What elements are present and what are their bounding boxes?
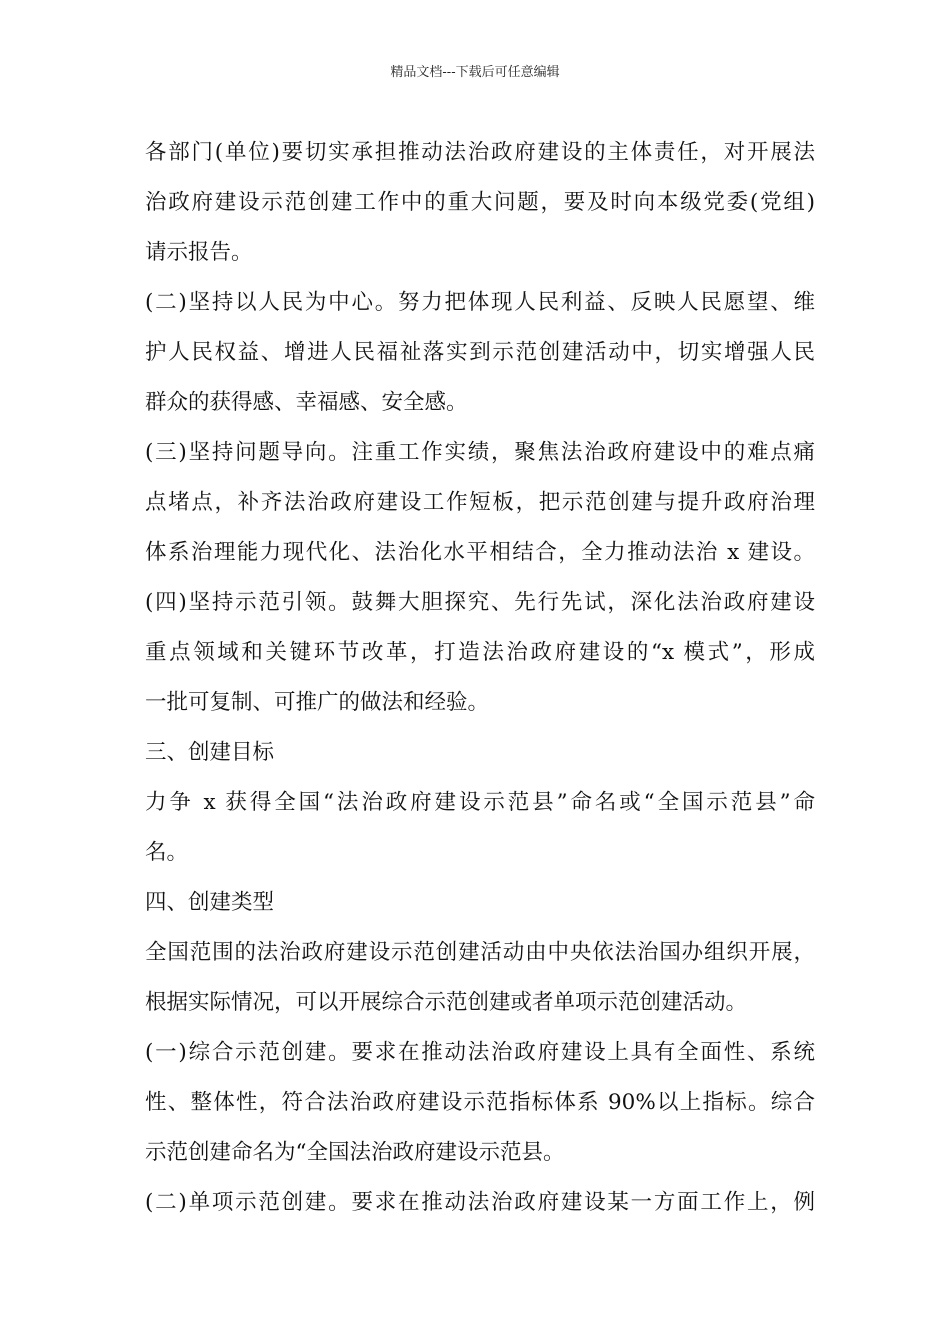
document-body: [145, 128, 815, 1228]
text-line: 示范创建命名为“全国法治政府建设示范县。: [145, 1140, 565, 1165]
text-line: (三)坚持问题导向。注重工作实绩，聚焦法治政府建设中的难点痛: [145, 440, 815, 465]
text-line: 力争 x 获得全国“法治政府建设示范县”命名或“全国示范县”命: [145, 790, 815, 815]
text-line: 三、创建目标: [145, 740, 275, 765]
text-line: 性、整体性，符合法治政府建设示范指标体系 90%以上指标。综合: [145, 1090, 815, 1115]
text-line: (二)单项示范创建。要求在推动法治政府建设某一方面工作上，例: [145, 1190, 815, 1215]
text-line: 一批可复制、可推广的做法和经验。: [145, 690, 490, 715]
text-line: (一)综合示范创建。要求在推动法治政府建设上具有全面性、系统: [145, 1040, 815, 1065]
text-line: 护人民权益、增进人民福祉落实到示范创建活动中，切实增强人民: [145, 340, 815, 365]
text-line: 体系治理能力现代化、法治化水平相结合，全力推动法治 x 建设。: [145, 540, 815, 565]
text-line: (二)坚持以人民为中心。努力把体现人民利益、反映人民愿望、维: [145, 290, 815, 315]
text-line: 请示报告。: [145, 240, 253, 265]
page-header: 精品文档---下载后可任意编辑: [390, 65, 560, 80]
text-line: 点堵点，补齐法治政府建设工作短板，把示范创建与提升政府治理: [145, 490, 815, 515]
text-line: 全国范围的法治政府建设示范创建活动由中央依法治国办组织开展，: [145, 940, 815, 965]
text-line: 群众的获得感、幸福感、安全感。: [145, 390, 468, 415]
text-line: 四、创建类型: [145, 890, 275, 915]
text-line: 治政府建设示范创建工作中的重大问题，要及时向本级党委(党组): [145, 190, 815, 215]
text-line: 重点领域和关键环节改革，打造法治政府建设的“x 模式”，形成: [145, 640, 815, 665]
text-line: 根据实际情况，可以开展综合示范创建或者单项示范创建活动。: [145, 990, 748, 1015]
text-line: (四)坚持示范引领。鼓舞大胆探究、先行先试，深化法治政府建设: [145, 590, 815, 615]
text-line: 各部门(单位)要切实承担推动法治政府建设的主体责任，对开展法: [145, 140, 815, 165]
text-line: 名。: [145, 840, 189, 865]
